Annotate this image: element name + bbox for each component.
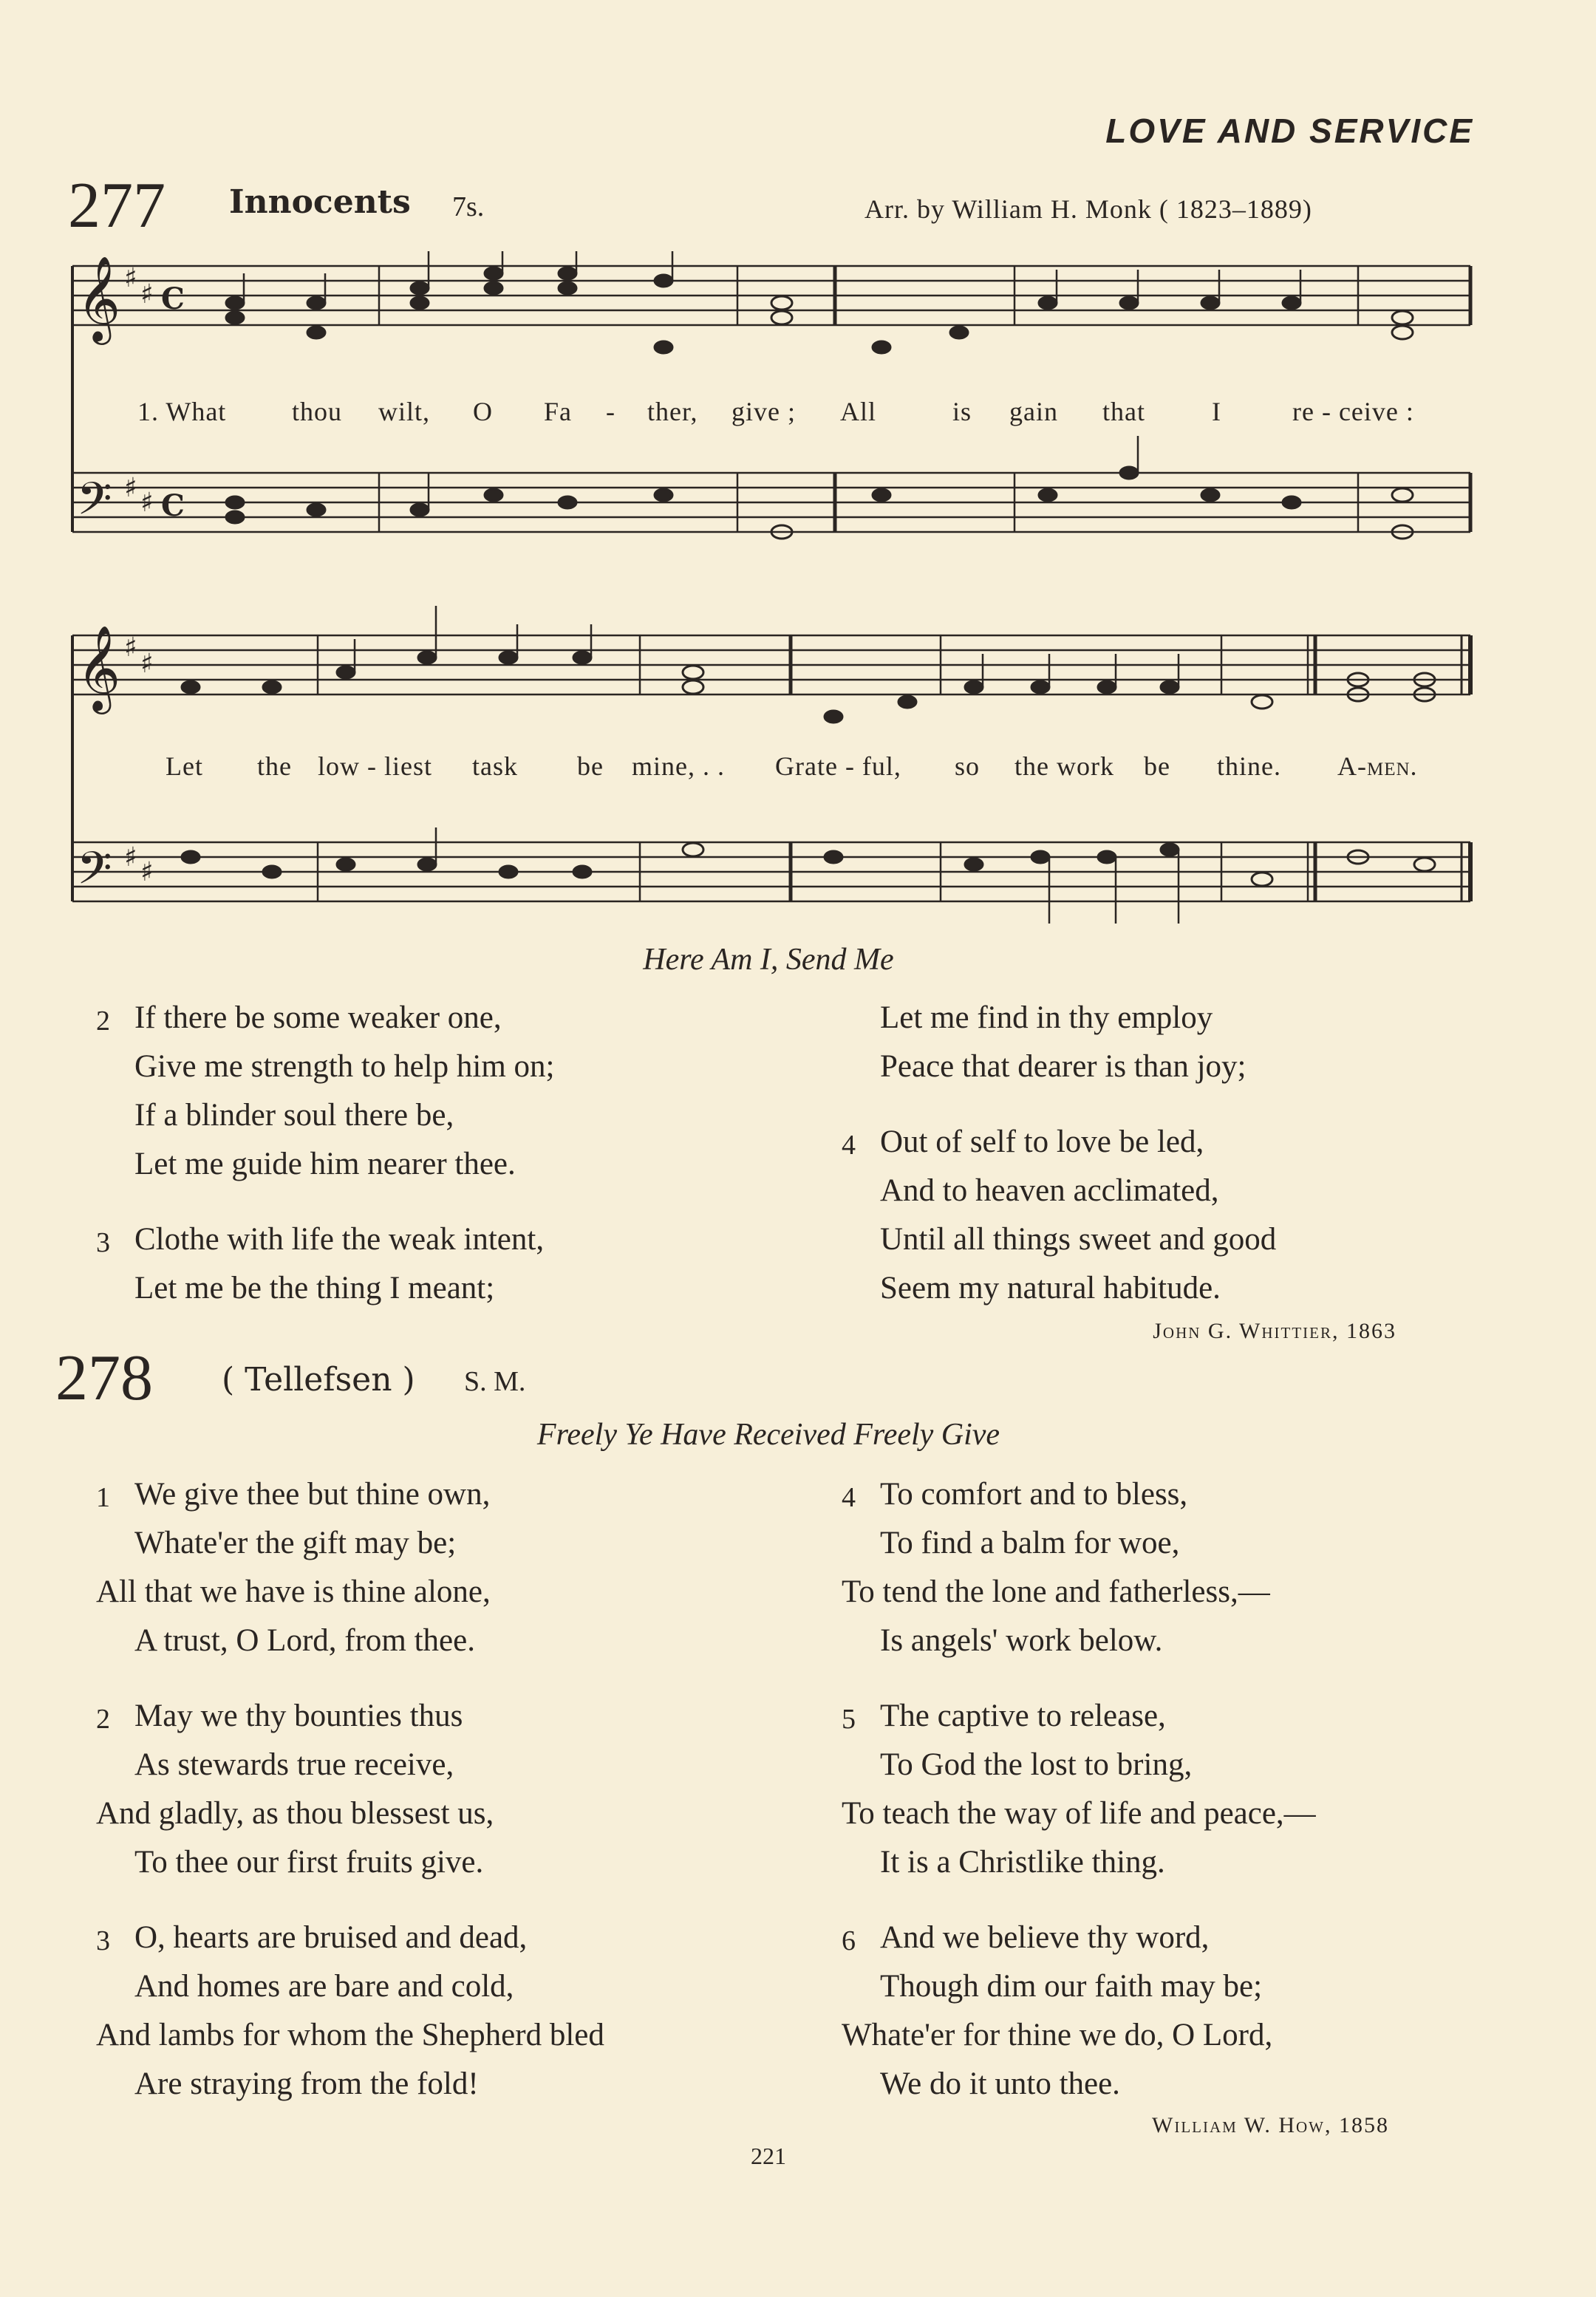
- verse-number: 5: [842, 1704, 856, 1735]
- verse-line: And we believe thy word,: [880, 1920, 1210, 1955]
- verse-line: To teach the way of life and peace,—: [842, 1796, 1316, 1831]
- author-277: John G. Whittier, 1863: [1153, 1319, 1396, 1343]
- lyric-syllable: mine, . .: [632, 751, 725, 781]
- verse-line: Clothe with life the weak intent,: [134, 1222, 545, 1257]
- verse-number: 1: [96, 1482, 110, 1513]
- verse-line: A trust, O Lord, from thee.: [134, 1623, 475, 1658]
- svg-text:♯: ♯: [124, 473, 137, 503]
- verse-line: All that we have is thine alone,: [96, 1574, 491, 1609]
- verse-278-1: [96, 1470, 798, 1665]
- verse-line: As stewards true receive,: [134, 1747, 454, 1782]
- lyrics-line-2: [0, 751, 1596, 788]
- verse-number: 2: [96, 1704, 110, 1735]
- lyric-syllable: -: [606, 397, 615, 426]
- verse-278-2: [96, 1692, 798, 1887]
- lyric-syllable: gain: [1009, 397, 1058, 426]
- verse-line: O, hearts are bruised and dead,: [134, 1920, 528, 1955]
- verse-line: Are straying from the fold!: [134, 2066, 479, 2101]
- verse-277-2: [96, 994, 761, 1189]
- hymn-number-278: 278: [55, 1342, 153, 1414]
- lyric-syllable: ther,: [647, 397, 698, 426]
- verse-line: Let me find in thy employ: [880, 1000, 1213, 1035]
- author-278: William W. How, 1858: [1152, 2113, 1389, 2137]
- tune-name-278: ( Tellefsen ): [222, 1361, 415, 1399]
- verse-number: 6: [842, 1925, 856, 1956]
- lyric-syllable: A-men.: [1337, 751, 1418, 781]
- lyric-syllable: thou: [292, 397, 343, 426]
- lyric-syllable: be: [1144, 751, 1170, 781]
- lyric-syllable: task: [472, 751, 518, 781]
- svg-text:𝄞: 𝄞: [77, 255, 121, 341]
- verse-number: 3: [96, 1925, 110, 1956]
- lyric-syllable: the: [257, 751, 292, 781]
- svg-text:C: C: [161, 488, 185, 523]
- verse-278-5: [842, 1692, 1566, 1887]
- lyric-syllable: wilt,: [378, 397, 431, 426]
- verse-line: Until all things sweet and good: [880, 1222, 1277, 1257]
- verse-line: To tend the lone and fatherless,—: [842, 1574, 1270, 1609]
- verse-277-3-continued: [842, 994, 1507, 1091]
- lyric-syllable: Grate - ful,: [775, 751, 901, 781]
- lyric-syllable: All: [840, 397, 877, 426]
- lyric-syllable: is: [952, 397, 972, 426]
- svg-text:♯: ♯: [140, 488, 154, 518]
- tune-name-277: Innocents: [229, 183, 411, 221]
- verse-278-4: [842, 1470, 1551, 1665]
- lyric-syllable: that: [1102, 397, 1145, 426]
- verse-line: Is angels' work below.: [880, 1623, 1163, 1658]
- verse-line: To God the lost to bring,: [880, 1747, 1193, 1782]
- verse-number: 3: [96, 1227, 110, 1258]
- verse-line: If a blinder soul there be,: [134, 1098, 454, 1133]
- lyric-syllable: Let: [166, 751, 203, 781]
- svg-text:𝄢: 𝄢: [77, 842, 112, 906]
- verse-line: And lambs for whom the Shepherd bled: [96, 2018, 604, 2052]
- page-number: 221: [751, 2143, 786, 2169]
- meter-278: S. M.: [464, 1366, 526, 1397]
- verse-277-3: [96, 1215, 761, 1313]
- hymn-subtitle-277: Here Am I, Send Me: [643, 943, 894, 977]
- verse-line: May we thy bounties thus: [134, 1699, 463, 1733]
- svg-text:𝄞: 𝄞: [77, 624, 121, 711]
- verse-number: 4: [842, 1130, 856, 1161]
- hymn-subtitle-278: Freely Ye Have Received Freely Give: [536, 1418, 1000, 1452]
- lyric-syllable: 1. What: [137, 397, 227, 426]
- meter-277: 7s.: [452, 191, 485, 222]
- verse-number: 2: [96, 1006, 110, 1037]
- svg-text:♯: ♯: [124, 263, 137, 293]
- svg-text:♯: ♯: [140, 649, 154, 679]
- verse-line: Out of self to love be led,: [880, 1124, 1204, 1159]
- lyric-syllable: be: [577, 751, 604, 781]
- arranger-credit: Arr. by William H. Monk ( 1823–1889): [864, 194, 1312, 224]
- lyric-syllable: re - ceive :: [1292, 397, 1414, 426]
- lyric-syllable: I: [1212, 397, 1221, 426]
- svg-text:♯: ♯: [140, 857, 154, 887]
- verse-line: The captive to release,: [880, 1699, 1166, 1733]
- verse-line: Whate'er for thine we do, O Lord,: [842, 2018, 1273, 2052]
- verse-line: Let me be the thing I meant;: [134, 1271, 495, 1305]
- svg-text:♯: ♯: [140, 279, 154, 310]
- svg-text:𝄢: 𝄢: [77, 473, 112, 536]
- lyric-syllable: O: [473, 397, 493, 426]
- verse-line: To find a balm for woe,: [880, 1526, 1180, 1560]
- svg-text:C: C: [161, 281, 185, 316]
- lyric-syllable: Fa: [544, 397, 572, 426]
- verse-line: Though dim our faith may be;: [880, 1969, 1263, 2004]
- verse-line: And gladly, as thou blessest us,: [96, 1796, 494, 1831]
- verse-line: And homes are bare and cold,: [134, 1969, 514, 2004]
- verse-line: Seem my natural habitude.: [880, 1271, 1221, 1305]
- lyric-syllable: the work: [1014, 751, 1114, 781]
- verse-line: Whate'er the gift may be;: [134, 1526, 457, 1560]
- verse-277-4: [842, 1118, 1507, 1313]
- verse-number: 4: [842, 1482, 856, 1513]
- verse-line: To thee our first fruits give.: [134, 1845, 484, 1880]
- verse-line: If there be some weaker one,: [134, 1000, 502, 1035]
- verse-line: Peace that dearer is than joy;: [880, 1049, 1247, 1084]
- lyric-syllable: thine.: [1217, 751, 1281, 781]
- verse-278-3: [96, 1914, 798, 2109]
- verse-line: Give me strength to help him on;: [134, 1049, 555, 1084]
- lyric-syllable: so: [955, 751, 981, 781]
- verse-line: We give thee but thine own,: [134, 1477, 491, 1512]
- verse-line: Let me guide him nearer thee.: [134, 1147, 516, 1181]
- verse-line: To comfort and to bless,: [880, 1477, 1188, 1512]
- lyric-syllable: give ;: [732, 397, 796, 426]
- verse-line: And to heaven acclimated,: [880, 1173, 1219, 1208]
- svg-text:♯: ♯: [124, 842, 137, 873]
- verse-278-6: [842, 1914, 1551, 2109]
- verse-line: It is a Christlike thing.: [880, 1845, 1165, 1880]
- svg-text:♯: ♯: [124, 632, 137, 663]
- lyric-syllable: low - liest: [318, 751, 432, 781]
- lyrics-line-1: [0, 396, 1596, 433]
- hymn-number-277: 277: [68, 170, 166, 242]
- verse-line: We do it unto thee.: [880, 2066, 1120, 2101]
- section-title: LOVE AND SERVICE: [1105, 112, 1474, 150]
